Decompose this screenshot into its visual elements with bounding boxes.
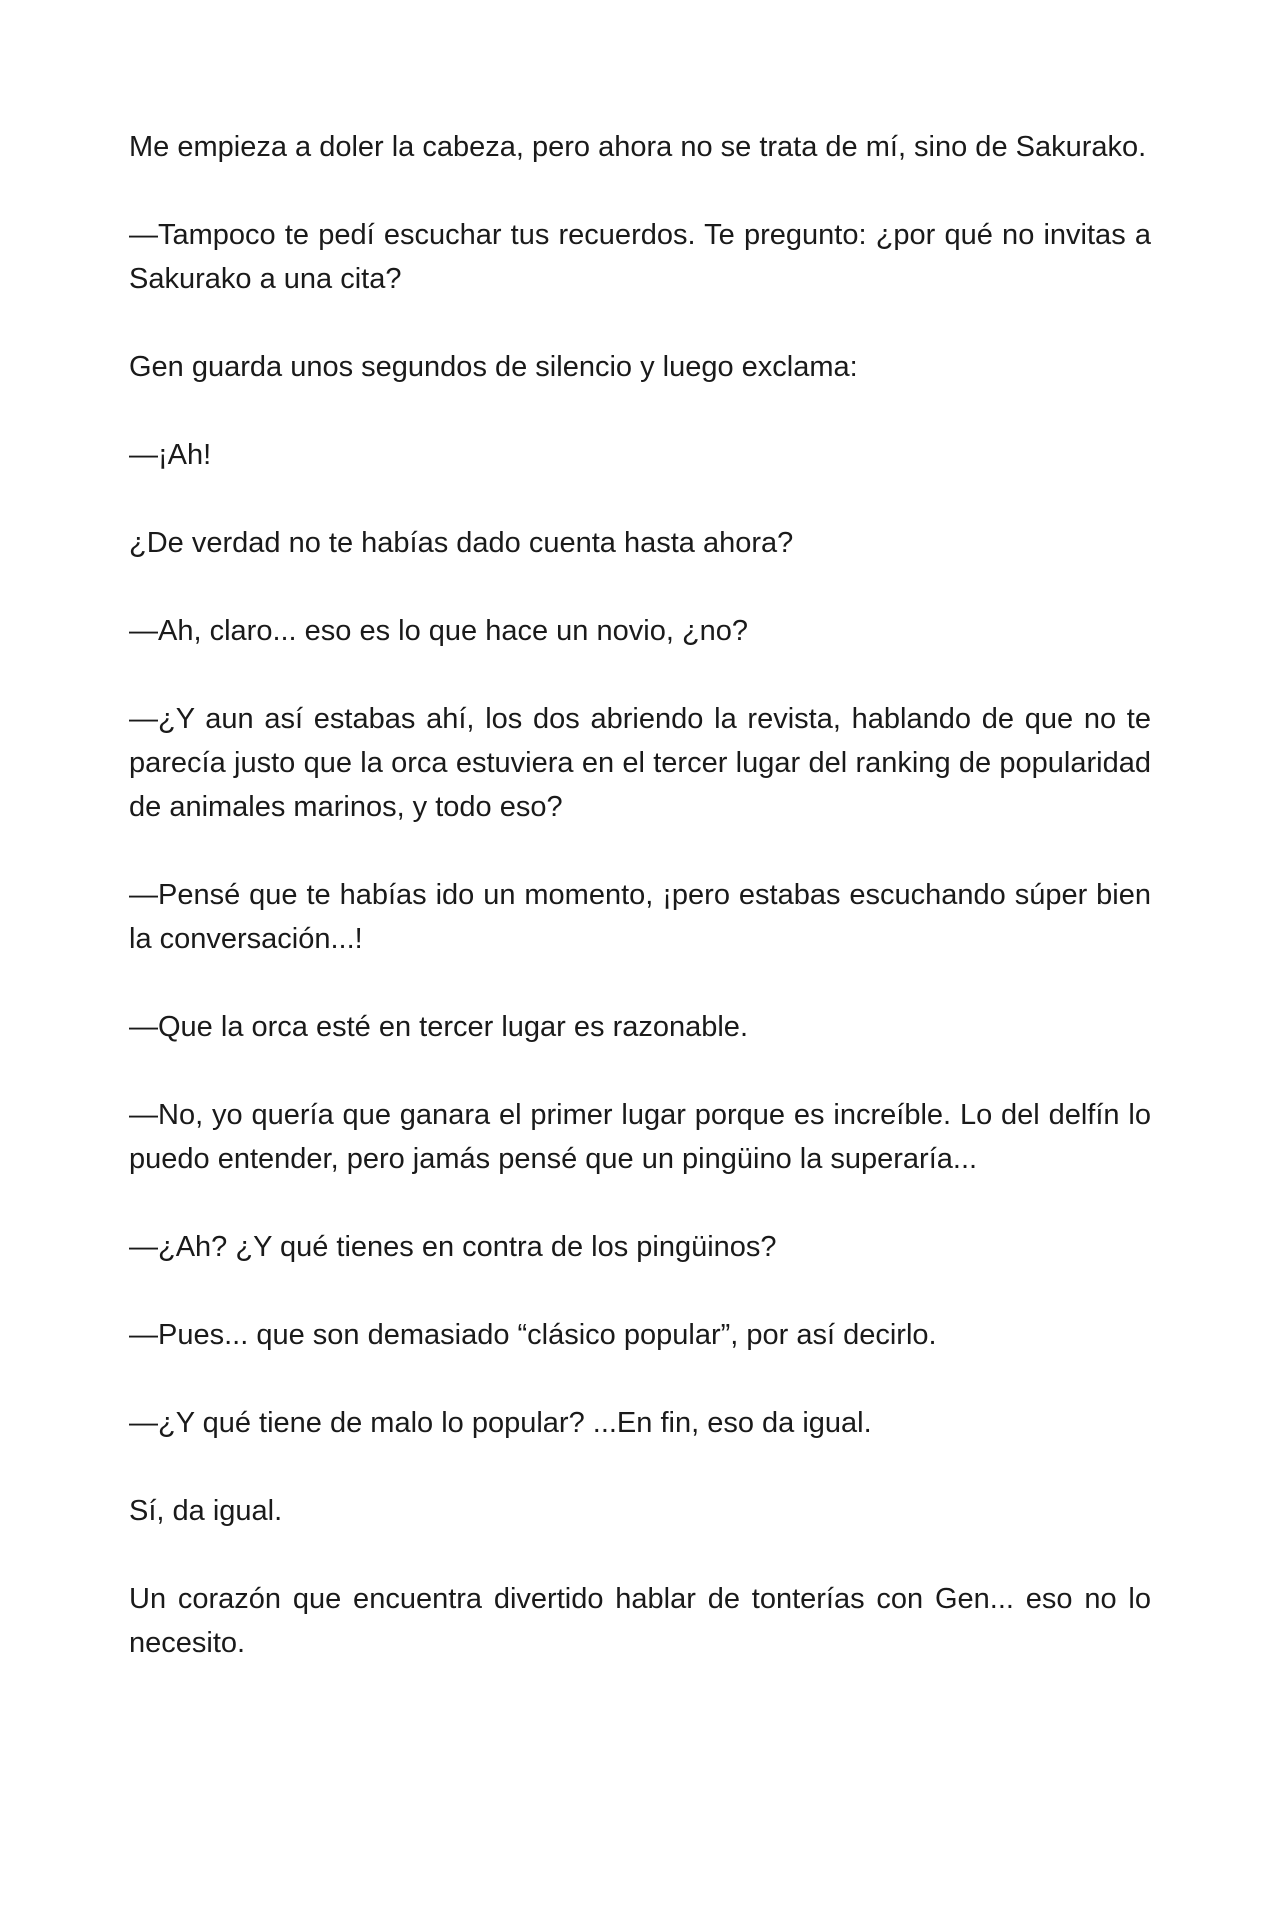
paragraph: Un corazón que encuentra divertido hablar de tonterías con Gen... eso no lo necesito. <box>129 1583 1151 1659</box>
paragraph: ¿De verdad no te habías dado cuenta hasta ahora? <box>129 527 794 559</box>
paragraph: —¿Y aun así estabas ahí, los dos abriendo la revista, hablando de que no te parecía justo que la orca estuviera en el tercer lugar del ranking de popularidad de animales marinos, y todo eso? <box>129 703 1151 823</box>
paragraph: —¡Ah! <box>129 439 212 471</box>
paragraph: Me empieza a doler la cabeza, pero ahora no se trata de mí, sino de Sakurako. <box>129 131 1147 163</box>
paragraph: —Pues... que son demasiado “clásico popular”, por así decirlo. <box>129 1319 937 1351</box>
paragraph: Sí, da igual. <box>129 1495 283 1527</box>
paragraph: —No, yo quería que ganara el primer lugar porque es increíble. Lo del delfín lo puedo entender, pero jamás pensé que un pingüino la superaría... <box>129 1099 1151 1175</box>
paragraph: —¿Ah? ¿Y qué tienes en contra de los pingüinos? <box>129 1231 777 1263</box>
paragraph: —Ah, claro... eso es lo que hace un novio, ¿no? <box>129 615 749 647</box>
paragraph: Gen guarda unos segundos de silencio y luego exclama: <box>129 351 858 383</box>
paragraph: —Tampoco te pedí escuchar tus recuerdos. Te pregunto: ¿por qué no invitas a Sakurako a una cita? <box>129 219 1151 295</box>
paragraph: —Pensé que te habías ido un momento, ¡pero estabas escuchando súper bien la conversación...! <box>129 879 1151 955</box>
paragraph: —¿Y qué tiene de malo lo popular? ...En fin, eso da igual. <box>129 1407 872 1439</box>
paragraph: —Que la orca esté en tercer lugar es razonable. <box>129 1011 748 1043</box>
